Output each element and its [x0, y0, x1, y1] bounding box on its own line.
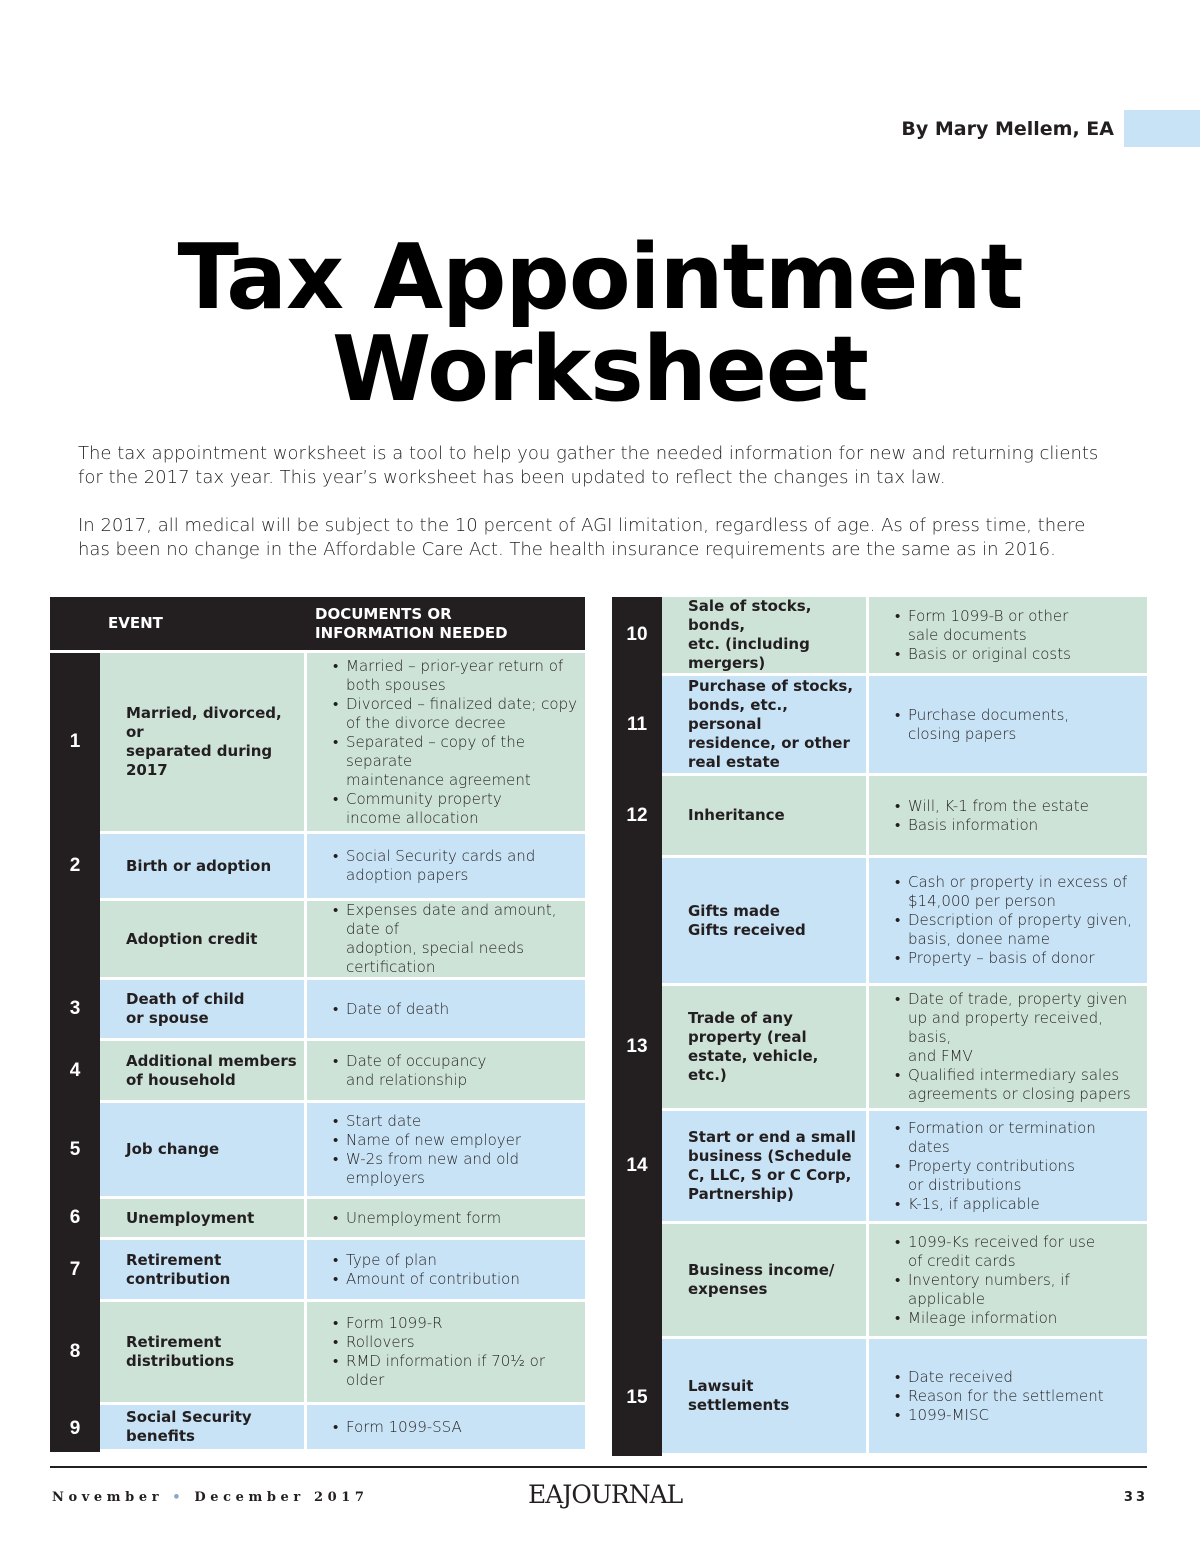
table-row [50, 1302, 585, 1405]
documents-list [895, 797, 1141, 835]
event-line: of household [126, 1070, 236, 1089]
document-line: income allocation [346, 808, 479, 827]
event-cell [662, 776, 869, 858]
row-number: 3 [50, 980, 100, 1041]
documents-cell [307, 1041, 585, 1103]
document-item [895, 1309, 1141, 1328]
event-line: Start or end a small [688, 1128, 856, 1146]
event-cell [100, 653, 307, 834]
document-line: • Type of plan [346, 1250, 437, 1269]
documents-cell [869, 986, 1147, 1111]
document-item [333, 901, 579, 977]
document-line: basis, donee name [908, 930, 1051, 948]
row-number: 14 [612, 1111, 662, 1224]
header-docs-line-1: DOCUMENTS OR [315, 604, 452, 623]
documents-list [333, 847, 579, 885]
event-line: Adoption credit [126, 929, 258, 948]
document-item [895, 1119, 1141, 1157]
document-item [895, 1195, 1141, 1214]
document-line: • Basis or original costs [908, 644, 1071, 663]
document-item [895, 1271, 1141, 1309]
document-line: • Divorced – finalized date; copy [346, 694, 577, 713]
document-line: • Basis information [908, 815, 1039, 834]
document-line: up and property received, basis, [908, 1009, 1103, 1046]
event-line: Job change [126, 1140, 220, 1158]
documents-cell [307, 834, 585, 901]
event-cell [662, 858, 869, 986]
event-line: Birth or adoption [126, 856, 272, 875]
document-line: both spouses [346, 675, 446, 694]
document-line: • Description of property given, [908, 911, 1132, 929]
documents-list [333, 657, 579, 828]
document-line: • Social Security cards and [346, 847, 536, 865]
event-cell [100, 1405, 307, 1452]
document-line: • Date of trade, property given [908, 990, 1128, 1008]
row-number: 9 [50, 1405, 100, 1452]
document-item [333, 1209, 579, 1228]
table-row [50, 1041, 585, 1103]
event-line: Sale of stocks, bonds, [688, 597, 812, 634]
documents-list [333, 1418, 579, 1437]
document-line: adoption papers [346, 866, 469, 884]
row-number: 5 [50, 1103, 100, 1199]
document-line: adoption, special needs certification [346, 939, 525, 976]
footer-rule [50, 1466, 1147, 1468]
documents-cell [869, 597, 1147, 676]
header-event: EVENT [50, 597, 307, 653]
documents-cell [307, 1302, 585, 1405]
document-line: and FMV [908, 1047, 973, 1065]
document-item [895, 1066, 1141, 1104]
event-cell [662, 676, 869, 776]
document-item [333, 847, 579, 885]
event-line: Retirement [126, 1333, 222, 1351]
document-item [895, 1233, 1141, 1271]
event-line: property (real [688, 1028, 807, 1046]
event-cell [662, 1224, 869, 1339]
document-item [333, 1131, 579, 1150]
document-item [895, 911, 1141, 949]
documents-list [895, 990, 1141, 1104]
document-line: • Date of death [346, 999, 450, 1018]
event-line: Partnership) [688, 1185, 794, 1203]
intro-paragraph-2: In 2017, all medical will be subject to the 10 percent of AGI limitation, regardless of age. As of press time, there has been no change in the Affordable Care Act. The health insurance requirements are the same as in 2016. [78, 515, 1086, 560]
event-cell [100, 980, 307, 1041]
document-line: • Community property [346, 789, 502, 808]
document-item [333, 1150, 579, 1188]
document-item [333, 1314, 579, 1333]
document-item [333, 1000, 579, 1019]
document-line: agreements or closing papers [908, 1085, 1131, 1103]
page-number: 33 [1123, 1490, 1148, 1505]
documents-cell [869, 1339, 1147, 1456]
row-number: 15 [612, 1339, 662, 1456]
documents-cell [869, 1111, 1147, 1224]
documents-list [895, 1368, 1141, 1425]
row-number: 11 [612, 676, 662, 776]
documents-cell [307, 653, 585, 834]
header-docs-line-2: INFORMATION NEEDED [315, 623, 508, 642]
event-cell [100, 1302, 307, 1405]
byline [901, 110, 1200, 147]
row-number: 7 [50, 1240, 100, 1302]
documents-list [895, 873, 1141, 968]
documents-cell [307, 1103, 585, 1199]
event-line: Retirement [126, 1250, 222, 1269]
row-number: 2 [50, 834, 100, 901]
row-number: 8 [50, 1302, 100, 1405]
document-line: • Married – prior-year return of [346, 656, 564, 675]
table-row [50, 1405, 585, 1452]
title-line-2: Worksheet [332, 317, 868, 422]
document-item [333, 1052, 579, 1090]
worksheet-table-right [612, 597, 1147, 1456]
document-line: • Will, K-1 from the estate [908, 796, 1089, 815]
table-row [612, 1339, 1147, 1456]
document-item [333, 1352, 579, 1390]
footer-month-1: November [52, 1490, 164, 1505]
document-item [895, 990, 1141, 1066]
table-row [612, 858, 1147, 986]
worksheet-table-left [50, 597, 585, 1452]
document-line: and relationship [346, 1070, 468, 1089]
documents-list [333, 1112, 579, 1188]
documents-cell [869, 1224, 1147, 1339]
event-line: etc. (including mergers) [688, 635, 810, 672]
document-line: • Reason for the settlement [908, 1386, 1104, 1405]
footer-month-2: December 2017 [194, 1490, 369, 1505]
table-row [612, 1224, 1147, 1339]
documents-list [895, 1233, 1141, 1328]
event-cell [662, 986, 869, 1111]
event-line: contribution [126, 1269, 231, 1288]
documents-cell [869, 676, 1147, 776]
event-line: C, LLC, S or C Corp, [688, 1166, 852, 1184]
document-line: • Unemployment form [346, 1208, 502, 1227]
logo-text: EAJOURNAL [528, 1480, 683, 1509]
documents-list [895, 1119, 1141, 1214]
document-line: • Name of new employer [346, 1130, 522, 1149]
document-item [895, 1406, 1141, 1425]
document-item [895, 1157, 1141, 1195]
document-item [895, 645, 1141, 664]
documents-list [333, 1209, 579, 1228]
document-item [333, 657, 579, 695]
document-line: • Mileage information [908, 1308, 1058, 1327]
event-line: Social Security benefits [126, 1408, 252, 1445]
document-line: • Property – basis of donor [908, 949, 1095, 967]
document-line: • Inventory numbers, if applicable [908, 1270, 1070, 1308]
document-line: of the divorce decree [346, 713, 506, 732]
document-item [333, 1270, 579, 1289]
event-cell [100, 1103, 307, 1199]
documents-cell [307, 1240, 585, 1302]
document-line: • Qualified intermediary sales [908, 1066, 1120, 1084]
document-line: • K-1s, if applicable [908, 1194, 1040, 1213]
document-line: • Formation or termination dates [908, 1118, 1096, 1156]
event-line: bonds, etc., personal [688, 696, 788, 733]
table-row [612, 676, 1147, 776]
documents-cell [869, 776, 1147, 858]
document-line: • Purchase documents, [908, 705, 1070, 724]
row-number: 10 [612, 597, 662, 676]
page-title [0, 225, 1200, 422]
document-item [895, 706, 1141, 744]
row-number [50, 901, 100, 980]
document-line: • Form 1099-SSA [346, 1417, 462, 1436]
event-line: estate, vehicle, etc.) [688, 1047, 819, 1084]
documents-cell [307, 1405, 585, 1452]
row-number: 12 [612, 776, 662, 858]
document-item [895, 797, 1141, 816]
document-line: • Property contributions [908, 1156, 1075, 1175]
row-number: 4 [50, 1041, 100, 1103]
table-row [50, 1103, 585, 1199]
documents-cell [307, 901, 585, 980]
table-row [612, 597, 1147, 676]
document-line: • RMD information if 70½ or older [346, 1352, 545, 1389]
document-item [333, 1333, 579, 1352]
document-item [895, 873, 1141, 911]
event-line: Gifts made [688, 901, 780, 920]
footer-separator: • [172, 1490, 186, 1505]
document-line: • Rollovers [346, 1333, 415, 1351]
event-line: Trade of any [688, 1009, 793, 1027]
event-line: Inheritance [688, 806, 785, 824]
document-item [333, 1251, 579, 1270]
title-line-1: Tax Appointment [177, 225, 1023, 330]
documents-list [895, 706, 1141, 744]
event-line: Additional members [126, 1051, 297, 1070]
event-line: expenses [688, 1280, 768, 1298]
document-line: • Form 1099-B or other [908, 606, 1069, 625]
event-cell [100, 834, 307, 901]
header-documents [307, 597, 585, 653]
event-line: Gifts received [688, 920, 806, 939]
documents-list [333, 1052, 579, 1090]
documents-list [333, 1251, 579, 1289]
table-header-row [50, 597, 585, 653]
event-cell [662, 1111, 869, 1224]
table-row [50, 1199, 585, 1240]
event-line: Unemployment [126, 1208, 255, 1227]
table-row [612, 1111, 1147, 1224]
event-line: Business income/ [688, 1261, 835, 1279]
document-line: • Cash or property in excess of [908, 873, 1128, 891]
event-line: or spouse [126, 1009, 209, 1027]
documents-list [333, 1000, 579, 1019]
ea-journal-logo [528, 1480, 682, 1509]
event-cell [662, 1339, 869, 1456]
table-row [50, 1240, 585, 1302]
document-line: • Separated – copy of the separate [346, 732, 525, 770]
table-row [50, 653, 585, 834]
event-cell [662, 597, 869, 676]
row-number [612, 1224, 662, 1339]
document-item [333, 790, 579, 828]
documents-cell [869, 858, 1147, 986]
document-line: closing papers [908, 724, 1017, 743]
event-line: distributions [126, 1352, 235, 1370]
event-cell [100, 1041, 307, 1103]
document-line: • Date received [908, 1367, 1013, 1386]
documents-list [333, 1314, 579, 1390]
document-line: or distributions [908, 1175, 1022, 1194]
document-line: sale documents [908, 625, 1027, 644]
table-row [50, 980, 585, 1041]
documents-list [333, 901, 579, 977]
event-line: business (Schedule [688, 1147, 852, 1165]
row-number: 1 [50, 653, 100, 834]
event-cell [100, 901, 307, 980]
event-line: real estate [688, 753, 780, 771]
document-line: • Expenses date and amount, date of [346, 901, 557, 938]
event-line: separated during 2017 [126, 742, 273, 779]
document-line: • Date of occupancy [346, 1051, 487, 1070]
document-line: maintenance agreement [346, 770, 531, 789]
document-item [895, 1387, 1141, 1406]
document-line: • Start date [346, 1111, 422, 1130]
author-byline: By Mary Mellem, EA [901, 117, 1114, 140]
event-line: Lawsuit settlements [688, 1377, 790, 1414]
event-line: residence, or other [688, 734, 850, 752]
document-item [895, 949, 1141, 968]
row-number: 6 [50, 1199, 100, 1240]
document-item [333, 1418, 579, 1437]
intro-paragraph-1: The tax appointment worksheet is a tool to help you gather the needed information for new and returning clients for the 2017 tax year. This year’s worksheet has been updated to reflect the changes in tax law. [78, 443, 1099, 488]
document-line: • 1099-Ks received for use [908, 1232, 1096, 1251]
byline-accent-bar [1124, 110, 1200, 147]
document-item [333, 733, 579, 790]
table-row [612, 986, 1147, 1111]
document-line: • W-2s from new and old employers [346, 1149, 520, 1187]
document-item [895, 816, 1141, 835]
document-line: • 1099-MISC [908, 1405, 989, 1424]
event-line: Purchase of stocks, [688, 677, 854, 695]
document-line: of credit cards [908, 1251, 1016, 1270]
footer-issue-date [52, 1490, 369, 1505]
document-line: • Amount of contribution [346, 1269, 520, 1288]
table-row [50, 834, 585, 901]
document-item [333, 695, 579, 733]
event-cell [100, 1199, 307, 1240]
document-line: $14,000 per person [908, 892, 1056, 910]
table-row [612, 776, 1147, 858]
document-item [333, 1112, 579, 1131]
documents-cell [307, 980, 585, 1041]
documents-cell [307, 1199, 585, 1240]
event-cell [100, 1240, 307, 1302]
row-number: 13 [612, 986, 662, 1111]
event-line: Married, divorced, or [126, 704, 282, 741]
event-line: Death of child [126, 990, 245, 1008]
table-row [50, 901, 585, 980]
documents-list [895, 607, 1141, 664]
document-item [895, 1368, 1141, 1387]
document-line: • Form 1099-R [346, 1314, 443, 1332]
row-number [612, 858, 662, 986]
document-item [895, 607, 1141, 645]
